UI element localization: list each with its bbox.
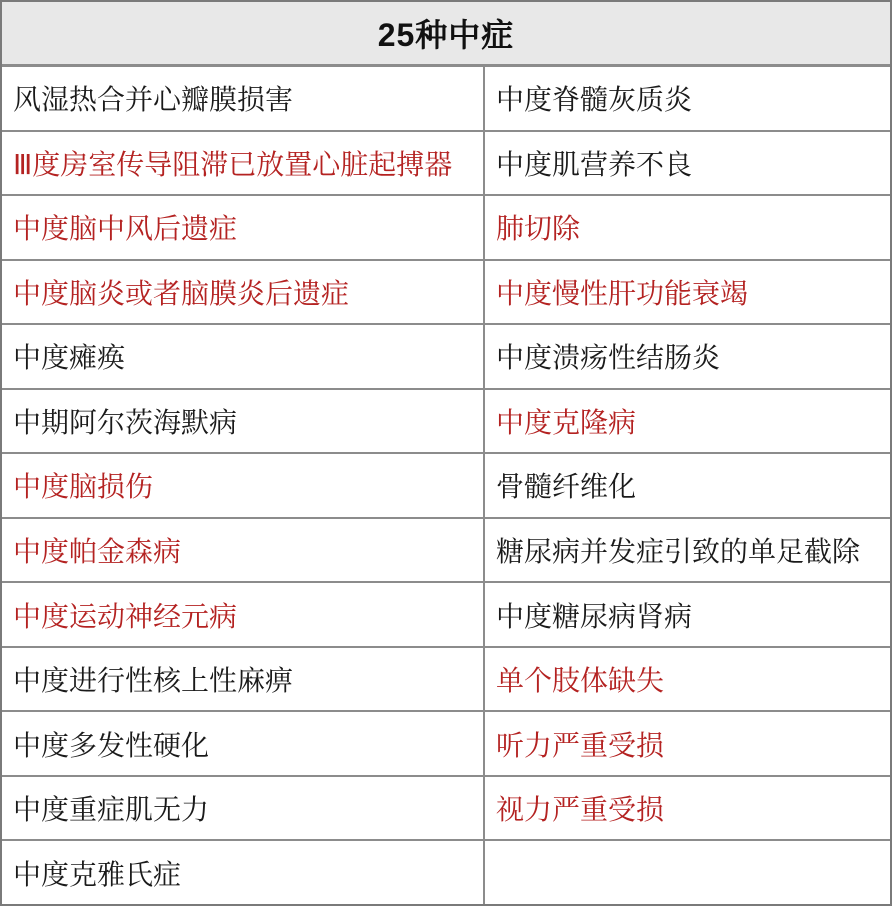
disease-cell: 中度脑中风后遗症 bbox=[2, 196, 483, 259]
disease-cell: 中度瘫痪 bbox=[2, 325, 483, 388]
disease-cell: 中度溃疡性结肠炎 bbox=[485, 325, 890, 388]
disease-cell: 中度克雅氏症 bbox=[2, 841, 483, 904]
disease-cell: 单个肢体缺失 bbox=[485, 648, 890, 711]
table-body bbox=[2, 67, 890, 904]
disease-cell: 听力严重受损 bbox=[485, 712, 890, 775]
empty-cell bbox=[485, 841, 890, 904]
disease-cell: 中度脑损伤 bbox=[2, 454, 483, 517]
disease-cell: 中度进行性核上性麻痹 bbox=[2, 648, 483, 711]
disease-cell: 中度肌营养不良 bbox=[485, 132, 890, 195]
disease-cell: 中度运动神经元病 bbox=[2, 583, 483, 646]
disease-cell: 肺切除 bbox=[485, 196, 890, 259]
table-title: 25种中症 bbox=[2, 2, 890, 67]
disease-cell: 风湿热合并心瓣膜损害 bbox=[2, 67, 483, 130]
disease-cell: 中度慢性肝功能衰竭 bbox=[485, 261, 890, 324]
disease-cell: 视力严重受损 bbox=[485, 777, 890, 840]
disease-cell: 中度帕金森病 bbox=[2, 519, 483, 582]
disease-cell: 糖尿病并发症引致的单足截除 bbox=[485, 519, 890, 582]
disease-cell: 中度重症肌无力 bbox=[2, 777, 483, 840]
disease-cell: 中度脑炎或者脑膜炎后遗症 bbox=[2, 261, 483, 324]
disease-cell: 中度脊髓灰质炎 bbox=[485, 67, 890, 130]
disease-cell: 中度糖尿病肾病 bbox=[485, 583, 890, 646]
disease-cell: 骨髓纤维化 bbox=[485, 454, 890, 517]
disease-cell: 中度克隆病 bbox=[485, 390, 890, 453]
disease-cell: 中期阿尔茨海默病 bbox=[2, 390, 483, 453]
disease-cell: 中度多发性硬化 bbox=[2, 712, 483, 775]
disease-cell: Ⅲ度房室传导阻滞已放置心脏起搏器 bbox=[2, 132, 483, 195]
